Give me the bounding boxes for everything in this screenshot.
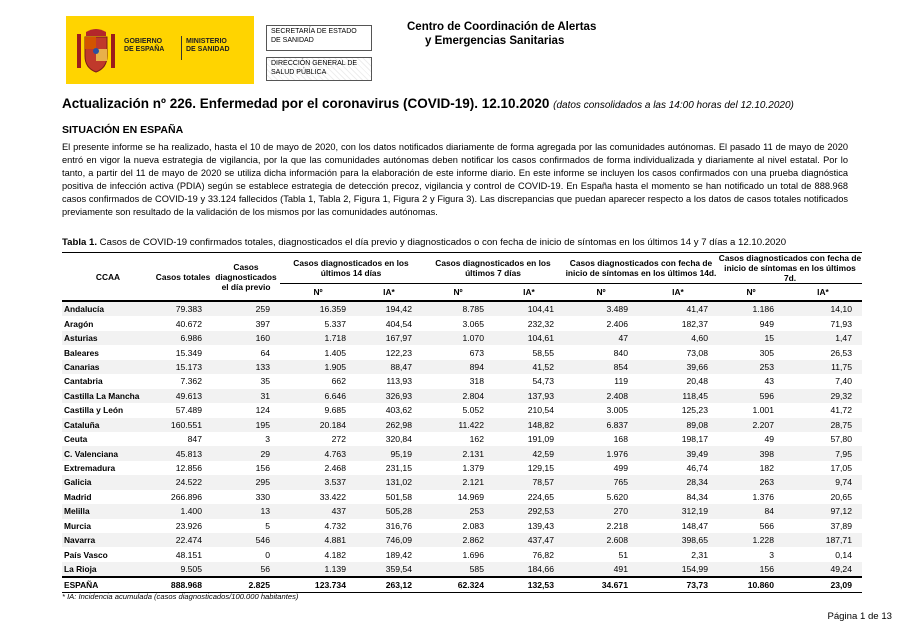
cell-ccaa: Cantabria [64, 376, 103, 387]
cell-total: 9.505 [154, 562, 212, 577]
cell-ns14: 270 [564, 504, 638, 518]
cell-total: 79.383 [154, 301, 212, 316]
cell-ias7: 49,24 [784, 562, 862, 577]
cell-ns7: 305 [759, 347, 774, 358]
cell-n14: 1.139 [280, 562, 356, 577]
cell-ccaa: Cataluña [62, 418, 154, 432]
cell-ia14: 122,23 [385, 347, 412, 358]
cell-ccaa: Melilla [62, 504, 154, 518]
cell-ns14: 491 [564, 562, 638, 577]
cell-ns14: 1.976 [564, 446, 638, 460]
cell-n7: 2.131 [422, 446, 494, 460]
table-row [62, 389, 862, 403]
cell-ns7: 156 [718, 562, 784, 577]
cell-ias14: 182,37 [681, 318, 708, 329]
cell-ia14: 359,54 [356, 562, 422, 577]
cell-ia14: 403,62 [385, 405, 412, 416]
cell-ccaa: Galicia [62, 475, 154, 489]
cell-ia7: 224,65 [527, 491, 554, 502]
secretaria-box: SECRETARÍA DE ESTADO DE SANIDAD [266, 25, 372, 51]
sub-ia: IA* [784, 284, 862, 302]
table-row [62, 504, 862, 518]
total-total: 888.968 [154, 577, 212, 593]
cell-ias7: 11,75 [784, 360, 862, 374]
cell-ccaa: C. Valenciana [62, 446, 154, 460]
total-n14: 123.734 [280, 577, 356, 593]
cell-ias7: 20,65 [830, 491, 852, 502]
cell-ns7: 2.207 [718, 418, 784, 432]
cell-total: 22.474 [154, 533, 212, 547]
cell-ias14: 198,17 [681, 434, 708, 445]
table-body [62, 301, 862, 577]
cell-ia7: 210,54 [527, 405, 554, 416]
cell-ias14: 312,19 [638, 504, 718, 518]
cell-ias7: 97,12 [784, 504, 862, 518]
cell-ns14: 2.406 [606, 318, 628, 329]
cell-ccaa: Madrid [64, 491, 92, 502]
centro-title: Centro de Coordinación de Alertas y Emergencias Sanitarias [407, 21, 597, 47]
cell-total: 49.613 [154, 389, 212, 403]
cell-ns14: 2.408 [564, 389, 638, 403]
cell-n7: 585 [422, 562, 494, 577]
cell-ia7: 129,15 [527, 463, 554, 474]
cell-ia7: 437,47 [494, 533, 564, 547]
cell-prev: 56 [212, 562, 280, 577]
total-ns14: 34.671 [564, 577, 638, 593]
cell-ia7: 104,61 [494, 331, 564, 345]
table-row [62, 418, 862, 432]
cell-ns14: 3.489 [564, 301, 638, 316]
cell-prev: 3 [265, 434, 270, 445]
cell-ia14: 131,02 [356, 475, 422, 489]
cell-ias7: 29,32 [784, 389, 862, 403]
cell-ia7: 184,66 [494, 562, 564, 577]
cell-total: 7.362 [180, 376, 202, 387]
cell-n7: 1.070 [422, 331, 494, 345]
cell-ia14: 326,93 [356, 389, 422, 403]
cell-ias7: 0,14 [835, 549, 852, 560]
cell-prev: 64 [260, 347, 270, 358]
cell-ias14: 46,74 [686, 463, 708, 474]
cell-n7: 2.121 [422, 475, 494, 489]
cell-n14: 5.337 [324, 318, 346, 329]
cell-prev: 13 [212, 504, 280, 518]
cell-ia14: 501,58 [385, 491, 412, 502]
total-ns7: 10.860 [718, 577, 784, 593]
cell-total: 6.986 [154, 331, 212, 345]
cell-total: 23.926 [175, 520, 202, 531]
table-row [62, 490, 862, 504]
cell-ia7: 191,09 [527, 434, 554, 445]
page-number: Página 1 de 13 [827, 611, 892, 622]
cell-ias14: 28,34 [638, 475, 718, 489]
cell-ns7: 1.186 [718, 301, 784, 316]
cell-ias14: 84,34 [686, 491, 708, 502]
cell-prev: 295 [212, 475, 280, 489]
cell-n14: 437 [280, 504, 356, 518]
cell-ias7: 7,95 [784, 446, 862, 460]
cell-prev: 546 [212, 533, 280, 547]
cell-n14: 4.763 [280, 446, 356, 460]
cell-ia14: 505,28 [356, 504, 422, 518]
cell-ia7: 139,43 [527, 520, 554, 531]
intro-paragraph: El presente informe se ha realizado, hasta el 10 de mayo de 2020, con los datos notificados diariamente de forma agregada por las comunidades autónomas. El pasado 11 de mayo de 2020 entró en vigor la nueva estrategia de vigilancia, por la que las comunidades autónomas deben notificar los casos confirmados de forma individualizada y diariamente al nivel estatal. Por lo tanto, a partir del 11 de mayo de 2020 se utiliza dicha información para la elaboración de este informe diario. En este informe se incluyen los casos confirmados con una prueba diagnóstica positiva de infección activa (PDIA) según se establece estrategia de detección precoz, vigilancia y control de COVID-19. En España hasta el momento se han notificado un total de 888.968 casos confirmados de COVID-19 y 33.124 fallecidos (Tabla 1, Tabla 2, Figura 1, Figura 2 y Figura 3). Las discrepancias que puedan aparecer respecto a los datos de casos totales notificados previamente son resultado de la validación de los mismos por las comunidades autónomas. [62, 142, 848, 218]
total-ia7: 132,53 [494, 577, 564, 593]
cell-total: 15.173 [154, 360, 212, 374]
table-row [62, 533, 862, 547]
cell-n14: 33.422 [319, 491, 346, 502]
cell-ns14: 3.005 [606, 405, 628, 416]
group-14d: Casos diagnosticados en los últimos 14 días [280, 253, 422, 284]
cell-ns7: 15 [718, 331, 784, 345]
cell-ccaa: Aragón [64, 318, 94, 329]
cell-ia14: 262,98 [356, 418, 422, 432]
col-ccaa: CCAA [62, 253, 154, 302]
logo-divider [181, 36, 182, 60]
cell-n7: 8.785 [422, 301, 494, 316]
cell-ias7: 37,89 [830, 520, 852, 531]
cell-ns14: 854 [564, 360, 638, 374]
ministry-label: MINISTERIO DE SANIDAD [186, 38, 230, 53]
cell-ia7: 104,41 [494, 301, 564, 316]
cell-ccaa: Canarias [62, 360, 154, 374]
cell-prev: 156 [255, 463, 270, 474]
cell-total: 12.856 [175, 463, 202, 474]
cell-total: 40.672 [175, 318, 202, 329]
cell-n7: 1.696 [462, 549, 484, 560]
cell-ns7: 398 [718, 446, 784, 460]
table-row [62, 547, 862, 561]
cell-ccaa: Asturias [62, 331, 154, 345]
cell-ns7: 49 [764, 434, 774, 445]
table-row [62, 331, 862, 345]
table-total-row [62, 577, 862, 593]
cell-ias14: 39,49 [638, 446, 718, 460]
cell-ns7: 949 [759, 318, 774, 329]
cell-ias7: 26,53 [830, 347, 852, 358]
table-row [62, 475, 862, 489]
cell-ccaa: La Rioja [62, 562, 154, 577]
cell-ia14: 316,76 [385, 520, 412, 531]
cell-ns7: 84 [718, 504, 784, 518]
cell-ias7: 17,05 [830, 463, 852, 474]
cell-ia14: 320,84 [385, 434, 412, 445]
total-ias14: 73,73 [638, 577, 718, 593]
cell-ns14: 47 [564, 331, 638, 345]
cell-n14: 1.905 [280, 360, 356, 374]
cell-ias14: 39,66 [638, 360, 718, 374]
cell-n14: 4.881 [280, 533, 356, 547]
cell-total: 15.349 [175, 347, 202, 358]
cell-ia14: 88,47 [356, 360, 422, 374]
cell-total: 24.522 [154, 475, 212, 489]
sub-n: Nº [564, 284, 638, 302]
sub-ia: IA* [638, 284, 718, 302]
cell-n7: 5.052 [462, 405, 484, 416]
table-row [62, 403, 862, 417]
cell-ccaa: Castilla La Mancha [62, 389, 154, 403]
section-heading: SITUACIÓN EN ESPAÑA [62, 124, 184, 136]
cell-n14: 3.537 [280, 475, 356, 489]
group-sym-14d: Casos diagnosticados con fecha de inicio de síntomas en los últimos 14d. [564, 253, 718, 284]
cell-ns7: 182 [759, 463, 774, 474]
cell-ns14: 765 [564, 475, 638, 489]
cell-ns7: 1.228 [718, 533, 784, 547]
cell-ns14: 119 [614, 376, 628, 387]
total-prev: 2.825 [212, 577, 280, 593]
table-row [62, 432, 862, 446]
cell-ia14: 113,93 [386, 376, 412, 387]
footnote: * IA: Incidencia acumulada (casos diagnosticados/100.000 habitantes) [62, 592, 299, 601]
cell-ias14: 4,60 [638, 331, 718, 345]
cell-ias7: 187,71 [784, 533, 862, 547]
cell-ccaa: Baleares [64, 347, 99, 358]
cell-ia7: 148,82 [494, 418, 564, 432]
cell-ias14: 154,99 [638, 562, 718, 577]
cell-prev: 259 [212, 301, 280, 316]
table-row [62, 461, 862, 475]
cell-n14: 272 [331, 434, 346, 445]
cell-ias7: 1,47 [784, 331, 862, 345]
cell-ias14: 125,23 [681, 405, 708, 416]
cell-ias7: 7,40 [835, 376, 852, 387]
cell-ia7: 58,55 [532, 347, 554, 358]
cell-n7: 2.804 [422, 389, 494, 403]
cell-ccaa: Castilla y León [64, 405, 124, 416]
table-row [62, 345, 862, 359]
group-sym-7d: Casos diagnosticados con fecha de inicio de síntomas en los últimos 7d. [718, 253, 862, 283]
cell-ias7: 28,75 [784, 418, 862, 432]
cell-prev: 397 [255, 318, 270, 329]
cell-n7: 894 [422, 360, 494, 374]
cell-ns14: 51 [618, 549, 628, 560]
cell-ias14: 148,47 [681, 520, 708, 531]
cell-prev: 29 [212, 446, 280, 460]
total-n7: 62.324 [422, 577, 494, 593]
group-7d: Casos diagnosticados en los últimos 7 días [422, 253, 564, 284]
sub-ia: IA* [356, 284, 422, 302]
total-ccaa: ESPAÑA [62, 577, 154, 593]
table-row [62, 316, 862, 330]
cell-prev: 195 [212, 418, 280, 432]
cell-total: 160.551 [154, 418, 212, 432]
sub-ia: IA* [494, 284, 564, 302]
cell-n7: 3.065 [462, 318, 484, 329]
cell-total: 847 [187, 434, 202, 445]
sub-n: Nº [718, 284, 784, 302]
total-ia14: 263,12 [356, 577, 422, 593]
cell-ia14: 167,97 [356, 331, 422, 345]
cell-ns7: 1.376 [752, 491, 774, 502]
direccion-box: DIRECCIÓN GENERAL DE SALUD PÚBLICA [266, 57, 372, 81]
cell-prev: 133 [212, 360, 280, 374]
col-total: Casos totales [154, 253, 212, 302]
cell-n14: 9.685 [324, 405, 346, 416]
cell-ias7: 57,80 [830, 434, 852, 445]
cell-ia7: 137,93 [494, 389, 564, 403]
cell-ias14: 73,08 [686, 347, 708, 358]
table-row [62, 519, 862, 533]
cell-n14: 6.646 [280, 389, 356, 403]
cell-n7: 162 [469, 434, 484, 445]
cell-ia14: 404,54 [385, 318, 412, 329]
cell-ns7: 1.001 [752, 405, 774, 416]
cell-n7: 2.083 [462, 520, 484, 531]
cell-ias14: 41,47 [638, 301, 718, 316]
cell-prev: 124 [255, 405, 270, 416]
cell-ia7: 76,82 [532, 549, 554, 560]
cell-prev: 31 [212, 389, 280, 403]
col-prev: Casos diagnosticados el día previo [212, 253, 280, 302]
cell-ias7: 71,93 [830, 318, 852, 329]
cell-ia14: 231,15 [385, 463, 412, 474]
cell-ns7: 253 [718, 360, 784, 374]
cell-ia14: 746,09 [356, 533, 422, 547]
government-label: GOBIERNO DE ESPAÑA [124, 38, 165, 53]
coat-of-arms-icon [76, 26, 116, 76]
report-title: Actualización nº 226. Enfermedad por el coronavirus (COVID-19). 12.10.2020 (datos consolidados a las 14:00 horas del 12.10.2020) [62, 96, 794, 111]
cell-ia14: 95,19 [356, 446, 422, 460]
cell-n14: 1.718 [280, 331, 356, 345]
cell-ccaa: País Vasco [64, 549, 108, 560]
cell-ia7: 232,32 [527, 318, 554, 329]
cell-ns7: 263 [718, 475, 784, 489]
cell-ia7: 292,53 [494, 504, 564, 518]
cell-ns7: 43 [764, 376, 774, 387]
cell-prev: 160 [212, 331, 280, 345]
cell-ia7: 78,57 [494, 475, 564, 489]
cell-ns14: 840 [613, 347, 628, 358]
cell-n14: 4.732 [324, 520, 346, 531]
table-row [62, 374, 862, 388]
cell-ns14: 499 [613, 463, 628, 474]
cell-ccaa: Extremadura [64, 463, 116, 474]
table-row [62, 360, 862, 374]
cell-ias14: 118,45 [638, 389, 718, 403]
cases-table [62, 252, 862, 593]
table-row [62, 562, 862, 577]
cell-ias14: 20,48 [686, 376, 708, 387]
cell-ias7: 14,10 [784, 301, 862, 316]
table-row [62, 301, 862, 316]
cell-n14: 16.359 [280, 301, 356, 316]
cell-ia14: 194,42 [356, 301, 422, 316]
cell-ia7: 41,52 [494, 360, 564, 374]
cell-total: 266.896 [170, 491, 202, 502]
cell-total: 1.400 [154, 504, 212, 518]
cell-prev: 5 [265, 520, 270, 531]
cell-n14: 1.405 [324, 347, 346, 358]
cell-n7: 1.379 [462, 463, 484, 474]
table-row [62, 446, 862, 460]
report-subtitle: (datos consolidados a las 14:00 horas del 12.10.2020) [553, 100, 794, 111]
cell-prev: 35 [260, 376, 270, 387]
cell-prev: 330 [255, 491, 270, 502]
cell-ns7: 596 [718, 389, 784, 403]
cell-total: 57.489 [175, 405, 202, 416]
cell-ccaa: Murcia [64, 520, 91, 531]
cell-total: 45.813 [154, 446, 212, 460]
cell-n7: 318 [469, 376, 484, 387]
sub-n: Nº [422, 284, 494, 302]
cell-ias7: 9,74 [784, 475, 862, 489]
cell-ccaa: Navarra [62, 533, 154, 547]
cell-ns7: 566 [759, 520, 774, 531]
cell-ia7: 42,59 [494, 446, 564, 460]
cell-ias7: 41,72 [830, 405, 852, 416]
cell-n7: 253 [422, 504, 494, 518]
cell-ccaa: Ceuta [64, 434, 88, 445]
cell-n14: 662 [331, 376, 346, 387]
cell-total: 48.151 [175, 549, 202, 560]
cell-ns7: 3 [769, 549, 774, 560]
cell-ns14: 168 [613, 434, 628, 445]
cell-ia7: 54,73 [532, 376, 554, 387]
cell-prev: 0 [265, 549, 270, 560]
cell-n7: 673 [469, 347, 484, 358]
cell-ccaa: Andalucía [62, 301, 154, 316]
cell-n7: 2.862 [422, 533, 494, 547]
cell-n14: 4.182 [324, 549, 346, 560]
cell-n7: 11.422 [422, 418, 494, 432]
cell-n14: 2.468 [324, 463, 346, 474]
sub-n: Nº [280, 284, 356, 302]
cell-ns14: 5.620 [606, 491, 628, 502]
cell-ns14: 2.608 [564, 533, 638, 547]
total-ias7: 23,09 [784, 577, 862, 593]
cell-ias14: 398,65 [638, 533, 718, 547]
cell-n7: 14.969 [457, 491, 484, 502]
table-caption: Tabla 1. Casos de COVID-19 confirmados totales, diagnosticados el día previo y diagnosticados o con fecha de inicio de síntomas en los últimos 14 y 7 días a 12.10.2020 [62, 237, 787, 248]
cell-ias14: 2,31 [691, 549, 708, 560]
cell-ias14: 89,08 [638, 418, 718, 432]
cell-n14: 20.184 [280, 418, 356, 432]
cell-ns14: 6.837 [564, 418, 638, 432]
cell-ns14: 2.218 [606, 520, 628, 531]
cell-ia14: 189,42 [385, 549, 412, 560]
